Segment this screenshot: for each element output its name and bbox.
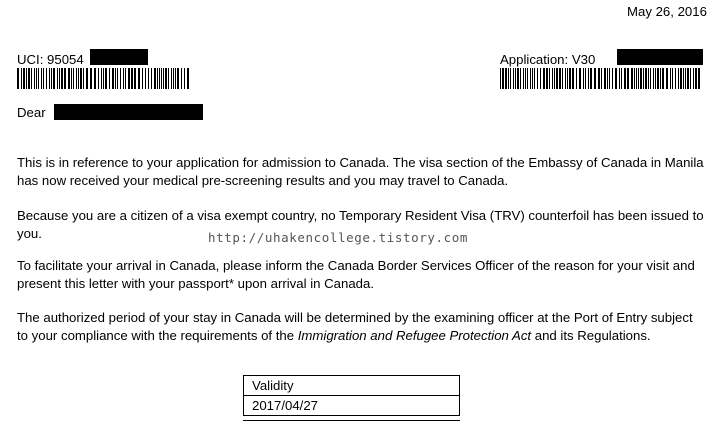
validity-table (243, 375, 460, 416)
salutation: Dear (17, 105, 46, 120)
recipient-name-redaction (54, 104, 203, 120)
application-barcode (500, 68, 700, 89)
para4-text-after: and its Regulations. (531, 328, 651, 343)
uci-barcode (17, 68, 189, 89)
paragraph-authorized-period (17, 309, 707, 345)
watermark-url: http://uhakencollege.tistory.com (208, 230, 469, 245)
para4-text-before: The authorized period of your stay in Canada will be determined by the examining officer at the Port of Entry subject to your compliance with the requirements of the (17, 310, 693, 343)
paragraph-visa-exempt: Because you are a citizen of a visa exempt country, no Temporary Resident Visa (TRV) counterfoil has been issued to you. (17, 208, 704, 241)
paragraph-reference: This is in reference to your application for admission to Canada. The visa section of the Embassy of Canada in Manila has now received your medical pre-screening results and you may travel to Canada. (17, 155, 704, 188)
validity-date: 2017/04/27 (244, 396, 460, 416)
validity-header: Validity (244, 376, 460, 396)
application-label: Application: V30 (500, 52, 596, 67)
uci-label: UCI: 95054 (17, 52, 84, 67)
letter-date: May 26, 2016 (627, 4, 707, 19)
uci-redaction (90, 49, 148, 65)
table-bottom-border (243, 420, 460, 421)
application-redaction (617, 49, 703, 65)
paragraph-arrival: To facilitate your arrival in Canada, please inform the Canada Border Services Officer of the reason for your visit and present this letter with your passport* upon arrival in Canada. (17, 258, 695, 291)
act-name: Immigration and Refugee Protection Act (297, 328, 532, 343)
